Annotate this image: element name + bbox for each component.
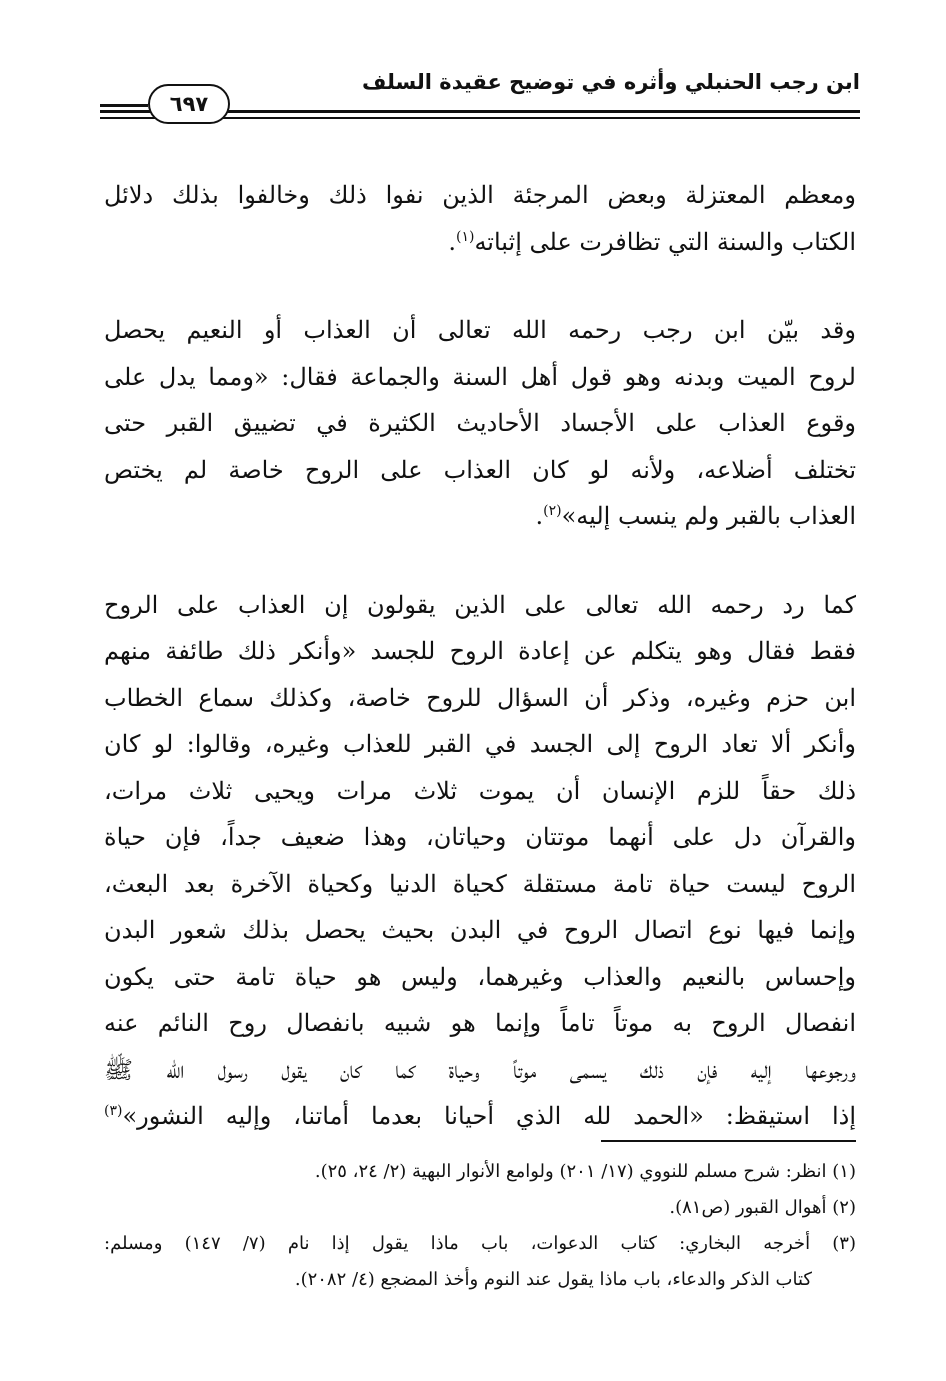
paragraph-2 [104,307,856,540]
text-line: الكتاب والسنة التي تظافرت على إثباته [474,227,856,256]
running-title: ابن رجب الحنبلي وأثره في توضيح عقيدة السلف [361,70,860,94]
footnote-3-continued: كتاب الذكر والدعاء، باب ماذا يقول عند النوم وأخذ المضجع (٤/ ٢٠٨٢). [294,1269,812,1290]
text-line: ومعظم المعتزلة وبعض المرجئة الذين نفوا ذلك وخالفوا بذلك دلائل [104,181,856,209]
text-line: لروح الميت وبدنه وهو قول أهل السنة والجماعة فقال: «ومما يدل على [104,362,856,391]
text-line: الروح ليست حياة تامة مستقلة كحياة الدنيا وكحياة الآخرة بعد البعث، [104,869,856,898]
text-line: وإحساس بالنعيم والعذاب وغيرهما، وليس هو حياة تامة حتى يكون [104,962,856,991]
footnote-1: (١) انظر: شرح مسلم للنووي (١٧/ ٢٠١) ولوامع الأنوار البهية (٢/ ٢٤، ٢٥). [314,1161,856,1182]
text-line: ذلك حقاً للزم الإنسان أن يموت ثلاث مرات ويحيى ثلاث مرات، [104,776,856,805]
text-line: تختلف أضلاعه، ولأنه لو كان العذاب على الروح خاصة لم يختص [104,455,856,484]
footnotes [104,1154,856,1298]
text-line: وقوع العذاب على الأجساد الأحاديث الكثيرة في تضييق القبر حتى [104,409,856,437]
footnote-ref: (٣) [104,1103,123,1119]
text-line: وقد بيّن ابن رجب رحمه الله تعالى أن العذاب أو النعيم يحصل [104,316,856,344]
page-header [100,68,860,128]
footnote-separator [601,1140,856,1142]
paragraph-3 [104,582,856,1140]
text-line: كما رد رحمه الله تعالى على الذين يقولون إن العذاب على الروح [104,590,856,619]
text-line: إذا استيقظ: «الحمد لله الذي أحيانا بعدما أماتنا، وإليه النشور» [122,1102,856,1130]
text-line: انفصال الروح به موتاً تاماً وإنما هو شبيه بانفصال روح النائم عنه [104,1009,856,1037]
text-line-last [104,219,856,266]
text-line: العذاب بالقبر ولم ينسب إليه» [561,502,856,530]
header-rule-stub [100,104,148,107]
sentence-end: . [448,227,456,256]
text-line: فقط فقال وهو يتكلم عن إعادة الروح للجسد «وأنكر ذلك طائفة منهم [104,637,856,665]
footnote-ref: (٢) [543,503,562,519]
text-line: ورجوعها إليه فإن ذلك يسمى موتاً وحياة كما كان يقول رسول الله ﷺ [104,1055,856,1084]
paragraph-1 [104,172,856,265]
text-line: ابن حزم وغيره، وذكر أن السؤال للروح خاصة، وكذلك سماع الخطاب [104,683,856,712]
text-line: وأنكر ألا تعاد الروح إلى الجسد في القبر للعذاب وغيره، وقالوا: لو كان [104,730,856,758]
text-line-last [104,1093,856,1140]
text-line-last [104,493,856,540]
footnote-2: (٢) أهوال القبور (ص٨١). [669,1197,856,1218]
main-text [104,172,856,1140]
sentence-end: . [535,502,544,530]
text-line: والقرآن دل على أنهما موتتان وحياتان، وهذا ضعيف جداً، فإن حياة [104,823,856,851]
text-line: وإنما فيها نوع اتصال الروح في البدن بحيث يحصل بذلك شعور البدن [104,916,856,944]
footnote-ref: (١) [455,228,475,245]
page-number: ٦٩٧ [148,84,230,124]
footnote-3: (٣) أخرجه البخاري: كتاب الدعوات، باب ماذا يقول إذا نام (٧/ ١٤٧) ومسلم: [104,1233,856,1254]
